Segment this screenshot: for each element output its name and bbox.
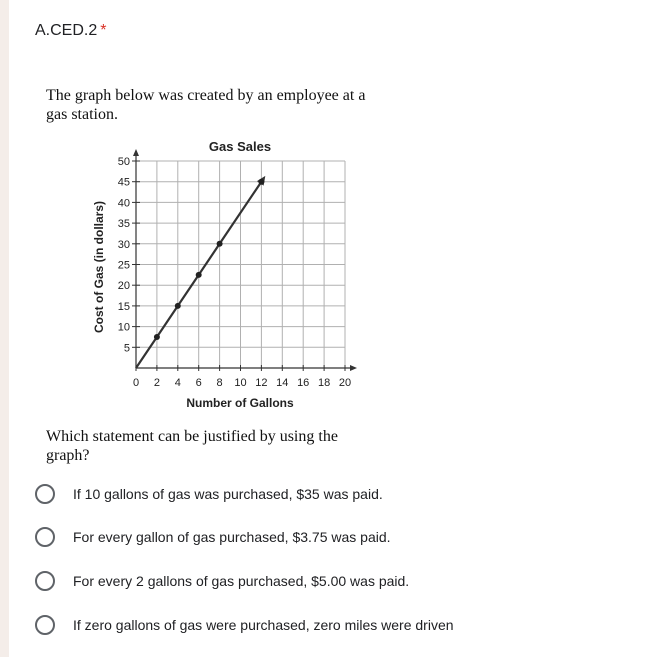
- x-tick-label-4: 4: [174, 377, 181, 389]
- x-tick-label-10: 10: [234, 377, 247, 389]
- y-tick-label-45: 45: [117, 176, 130, 189]
- option-2[interactable]: [35, 523, 635, 551]
- chart-title: Gas Sales: [208, 139, 272, 154]
- radio-button-3[interactable]: [35, 571, 55, 591]
- problem-prompt: The graph below was created by an employee at a gas station.: [46, 87, 366, 123]
- data-point-4: [217, 241, 223, 247]
- option-3[interactable]: [35, 567, 635, 595]
- y-tick-label-30: 30: [117, 238, 130, 251]
- question-title-text: A.CED.2: [35, 22, 98, 39]
- radio-button-4[interactable]: [35, 615, 55, 635]
- y-tick-label-10: 10: [117, 321, 130, 334]
- option-4-label: If zero gallons of gas were purchased, zero miles were driven: [73, 617, 454, 633]
- question-title: [35, 22, 106, 40]
- option-4[interactable]: [35, 611, 635, 639]
- y-tick-label-40: 40: [117, 197, 130, 210]
- y-tick-label-5: 5: [123, 342, 130, 355]
- x-tick-label-0: 0: [132, 377, 140, 389]
- y-axis-label: Cost of Gas (in dollars): [92, 200, 106, 334]
- radio-button-1[interactable]: [35, 484, 55, 504]
- x-tick-label-12: 12: [255, 377, 268, 389]
- y-tick-label-25: 25: [117, 259, 130, 272]
- x-tick-label-14: 14: [276, 377, 289, 389]
- data-point-3: [196, 272, 202, 278]
- radio-button-2[interactable]: [35, 527, 55, 547]
- y-tick-label-35: 35: [117, 218, 130, 231]
- option-3-label: For every 2 gallons of gas purchased, $5.00 was paid.: [73, 573, 410, 589]
- option-1-label: If 10 gallons of gas was purchased, $35 was paid.: [73, 486, 383, 502]
- x-tick-label-6: 6: [195, 377, 202, 389]
- x-tick-label-18: 18: [317, 377, 331, 389]
- data-point-5: [258, 179, 264, 185]
- y-tick-label-15: 15: [117, 300, 130, 313]
- option-1[interactable]: [35, 480, 635, 508]
- x-tick-label-20: 20: [338, 377, 352, 389]
- y-axis-arrow: [133, 149, 139, 156]
- x-axis-arrow: [350, 365, 357, 371]
- question-card: [9, 0, 667, 657]
- x-tick-label-16: 16: [297, 377, 310, 389]
- y-tick-label-50: 50: [117, 156, 130, 168]
- x-axis-label: Number of Gallons: [186, 396, 294, 410]
- data-point-1: [154, 334, 160, 340]
- required-asterisk: *: [100, 22, 107, 39]
- left-accent-stripe: [0, 0, 9, 657]
- x-tick-label-8: 8: [216, 377, 223, 389]
- problem-question: Which statement can be justified by using the graph?: [46, 428, 338, 464]
- option-2-label: For every gallon of gas purchased, $3.75 was paid.: [73, 529, 391, 545]
- y-tick-label-20: 20: [117, 280, 130, 293]
- data-point-2: [175, 303, 181, 309]
- problem-image: [35, 80, 395, 464]
- gas-sales-chart: [35, 80, 395, 420]
- x-tick-label-2: 2: [153, 377, 160, 389]
